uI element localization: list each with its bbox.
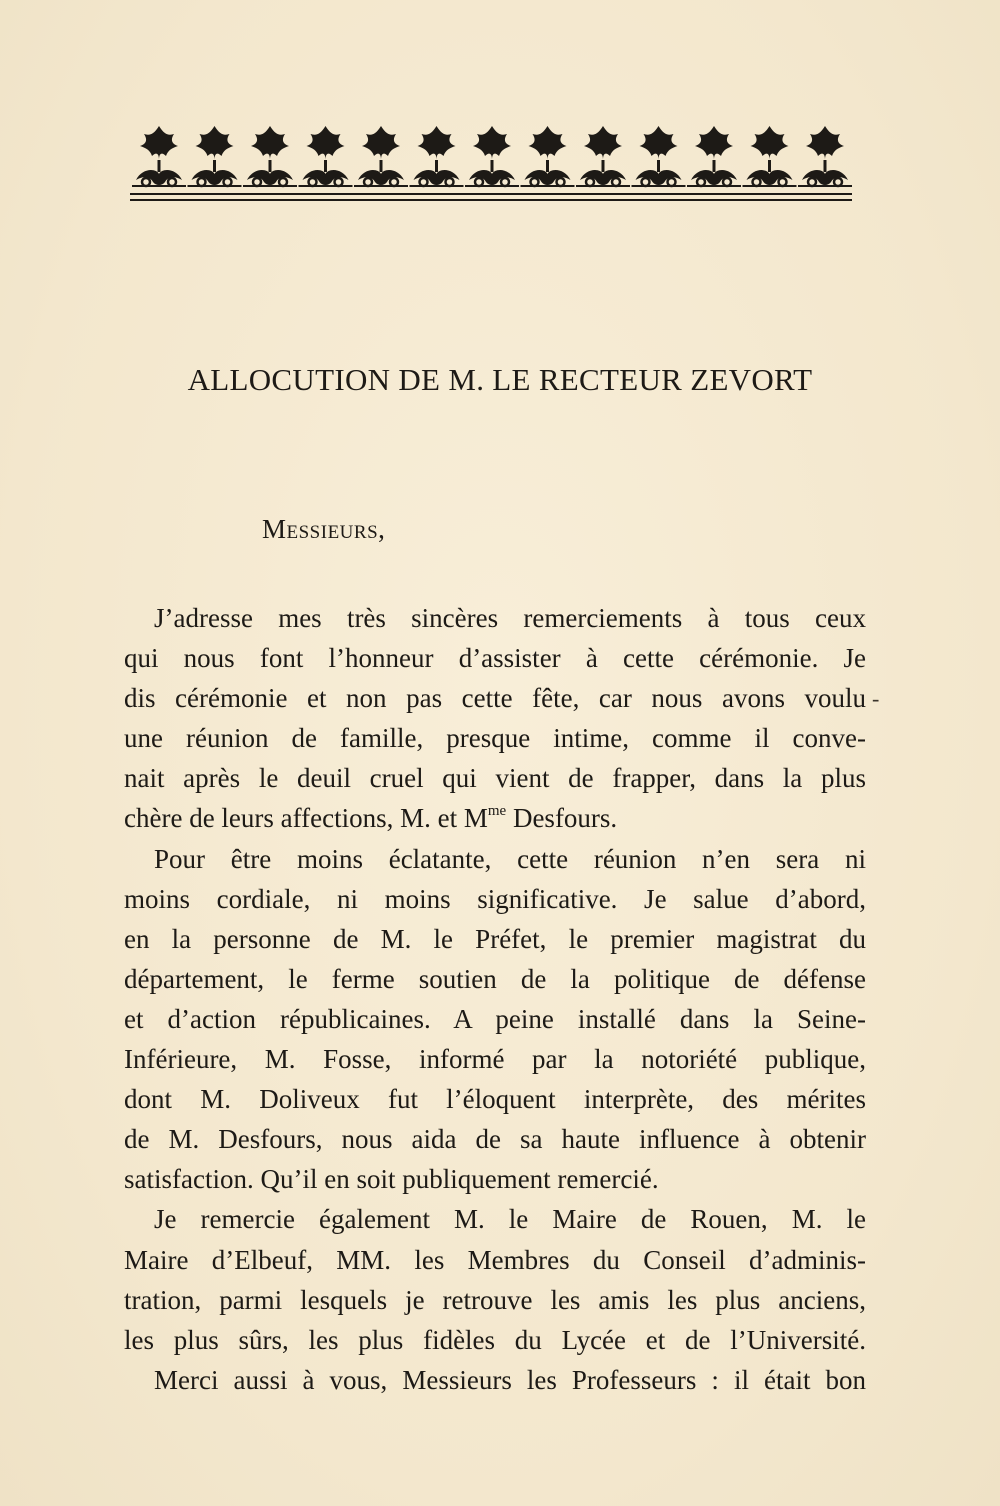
palmette-motif	[798, 126, 852, 186]
palmette-motif	[521, 126, 575, 186]
palmette-motif	[188, 126, 242, 186]
page-title: ALLOCUTION DE M. LE RECTEUR ZEVORT	[187, 362, 813, 397]
palmette-motif	[410, 126, 464, 186]
text-line: une réunion de famille, presque intime, comme il conve-	[124, 723, 866, 754]
palmette-frieze-ornament-icon	[130, 118, 852, 208]
text-line: en la personne de M. le Préfet, le premier magistrat du	[124, 923, 866, 954]
text-line-part: chère de leurs affections, M. et M	[124, 803, 488, 834]
text-line: Pour être moins éclatante, cette réunion n’en sera ni	[154, 843, 866, 874]
text-line: et d’action républicaines. A peine installé dans la Seine-	[124, 1003, 866, 1034]
superscript-me: me	[487, 803, 507, 820]
text-line: de M. Desfours, nous aida de sa haute influence à obtenir	[124, 1124, 866, 1155]
palmette-motif	[465, 126, 519, 186]
body-text	[124, 598, 866, 1400]
palmette-motif	[687, 126, 741, 186]
palmette-motif	[132, 126, 186, 186]
text-line: Maire d’Elbeuf, MM. les Membres du Conseil d’adminis-	[124, 1244, 866, 1275]
text-line-part: Desfours.	[506, 803, 618, 834]
text-line	[124, 798, 866, 838]
text-line: Merci aussi à vous, Messieurs les Professeurs : il était bon	[154, 1364, 866, 1395]
text-line: J’adresse mes très sincères remerciements à tous ceux	[154, 603, 866, 633]
text-line: dis cérémonie et non pas cette fête, car nous avons voulu	[124, 683, 866, 714]
text-line: les plus sûrs, les plus fidèles du Lycée et de l’Université.	[124, 1324, 866, 1355]
palmette-motif	[743, 126, 797, 186]
palmette-motif	[632, 126, 686, 186]
text-line: satisfaction. Qu’il en soit publiquement remercié.	[124, 1164, 659, 1195]
text-line: qui nous font l’honneur d’assister à cette cérémonie. Je	[124, 643, 866, 674]
text-line: Inférieure, M. Fosse, informé par la notoriété publique,	[124, 1044, 866, 1075]
text-line: département, le ferme soutien de la politique de défense	[124, 963, 866, 994]
palmette-motif	[299, 126, 353, 186]
salutation	[262, 514, 385, 545]
text-line: nait après le deuil cruel qui vient de frapper, dans la plus	[124, 763, 866, 794]
margin-mark: -	[872, 686, 880, 711]
text-line: dont M. Doliveux fut l’éloquent interprète, des mérites	[124, 1084, 866, 1115]
salutation-text: Messieurs,	[262, 514, 386, 544]
text-line: Je remercie également M. le Maire de Rouen, M. le	[154, 1204, 866, 1235]
palmette-motif	[576, 126, 630, 186]
palmette-motif	[354, 126, 408, 186]
text-line: tration, parmi lesquels je retrouve les amis les plus anciens,	[124, 1284, 866, 1315]
text-line: moins cordiale, ni moins significative. Je salue d’abord,	[124, 883, 866, 914]
palmette-motif	[243, 126, 297, 186]
